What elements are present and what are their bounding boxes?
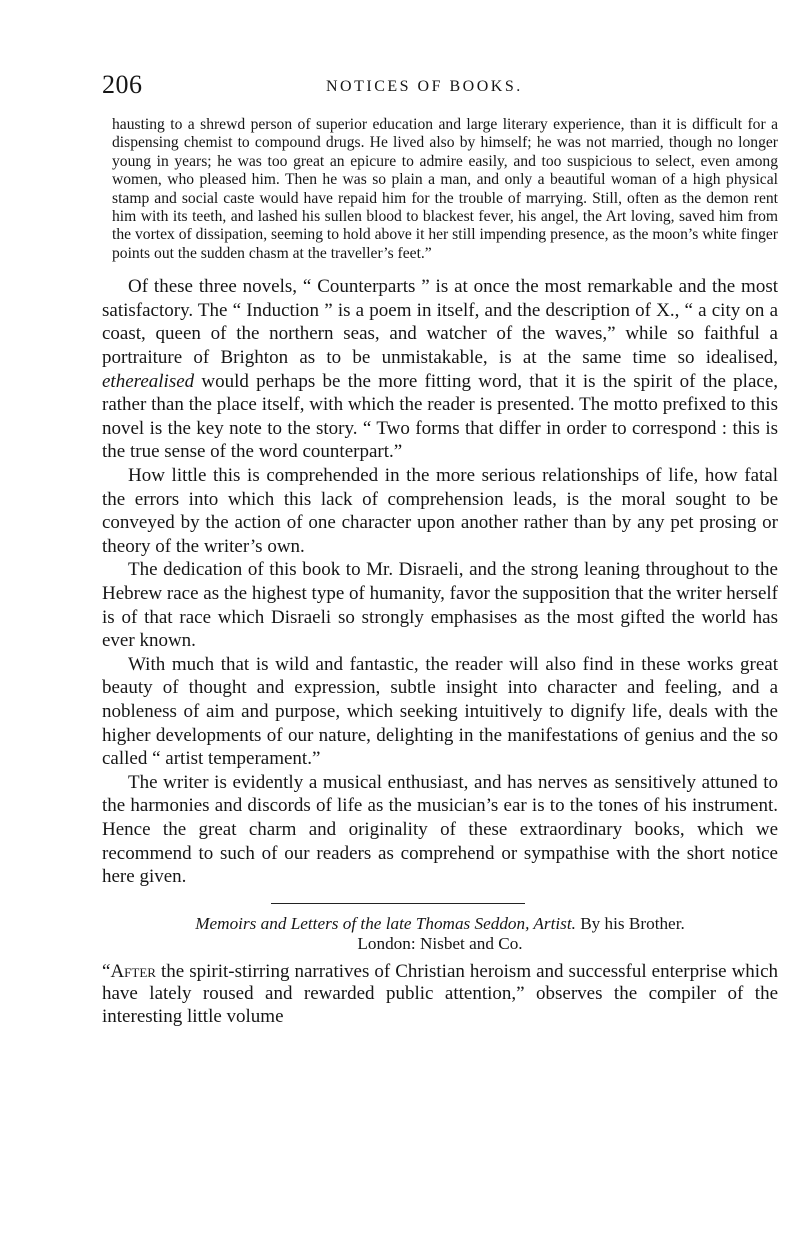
first-word: After bbox=[110, 960, 156, 982]
emphasis-text: etherealised bbox=[102, 370, 195, 392]
paragraph-dedication: The dedication of this book to Mr. Disraeli, and the strong leaning throughout to the Hebrew race as the highest type of humanity, favor the supposition that the writer herself is of that race which Disraeli so strongly emphasises as the most gifted the world has ever known. bbox=[102, 559, 778, 652]
paragraph-moral: How little this is comprehended in the more serious relationships of life, how fatal the errors into which this lack of comprehension leads, is the moral sought to be conveyed by the action of one character upon another rather than by any pet prosing or theory of the writer’s own. bbox=[102, 465, 778, 557]
review-text: the spirit-stirring narratives of Christian heroism and successful enterprise which have lately roused and rewarded public attention,” observes the compiler of the interesting little volume bbox=[102, 960, 779, 1027]
running-head: NOTICES OF BOOKS. bbox=[326, 78, 523, 95]
quoted-passage: hausting to a shrewd person of superior education and large literary experience, than it is difficult for a dispensing chemist to compound drugs. He lived also by himself; he was not married, though no longer young in years; he was too great an epicure to admire easily, and too suspicious to select, even among women, who pleased him. Then he was so plain a man, and only a beautiful woman of a high physical stamp and social caste would have repaid him for the trouble of marrying. Still, often as the demon rent him with its teeth, and lashed his sullen blood to blackest fever, his angel, the Art loving, saved him from the vortex of dissipation, seeming to hold above it her still impending presence, as the moon’s white finger points out the sudden chasm at the traveller’s feet.” bbox=[112, 116, 778, 262]
paragraph-musical: The writer is evidently a musical enthusiast, and has nerves as sensitively attuned to the harmonies and discords of life as the musician’s ear is to the tones of his instrument. Hence the great charm and originality of these extraordinary books, which we recommend to such of our readers as comprehend or sympathise with the short notice here given. bbox=[102, 771, 778, 888]
review-opening bbox=[102, 961, 778, 1029]
page-header bbox=[102, 70, 778, 116]
paragraph-counterparts bbox=[102, 275, 778, 464]
paragraph-text: Of these three novels, “ Counterparts ” is at once the most remarkable and the most satisfactory. The “ Induction ” is a poem in itself, and the description of X., “ a city on a coast, queen of the northern seas, and watcher of the waves,” while so faithful a portraiture of Brighton as to be unmistakable, is at the same time so idealised, bbox=[102, 276, 778, 369]
book-title: Memoirs and Letters of the late Thomas Seddon, Artist. bbox=[195, 913, 576, 933]
paragraph-text: would perhaps be the more fitting word, that it is the spirit of the place, rather than the place itself, with which the reader is presented. The motto prefixed to this novel is the key note to the story. “ Two forms that differ in order to correspond : this is the true sense of the word counterpart.” bbox=[102, 370, 778, 463]
page-number: 206 bbox=[102, 70, 143, 99]
review-body bbox=[102, 275, 778, 888]
book-author: By his Brother. bbox=[580, 913, 685, 933]
book-citation bbox=[102, 914, 778, 955]
book-publisher: London: Nisbet and Co. bbox=[357, 934, 523, 954]
page bbox=[102, 70, 778, 1028]
paragraph-beauty: With much that is wild and fantastic, the reader will also find in these works great beauty of thought and expression, subtle insight into character and feeling, and a nobleness of aim and purpose, which seeking intuitively to dignify life, deals with the higher developments of our nature, delighting in the manifestations of genius and the so called “ artist temperament.” bbox=[102, 653, 778, 770]
section-divider bbox=[271, 903, 525, 904]
open-quote: “ bbox=[102, 960, 111, 982]
